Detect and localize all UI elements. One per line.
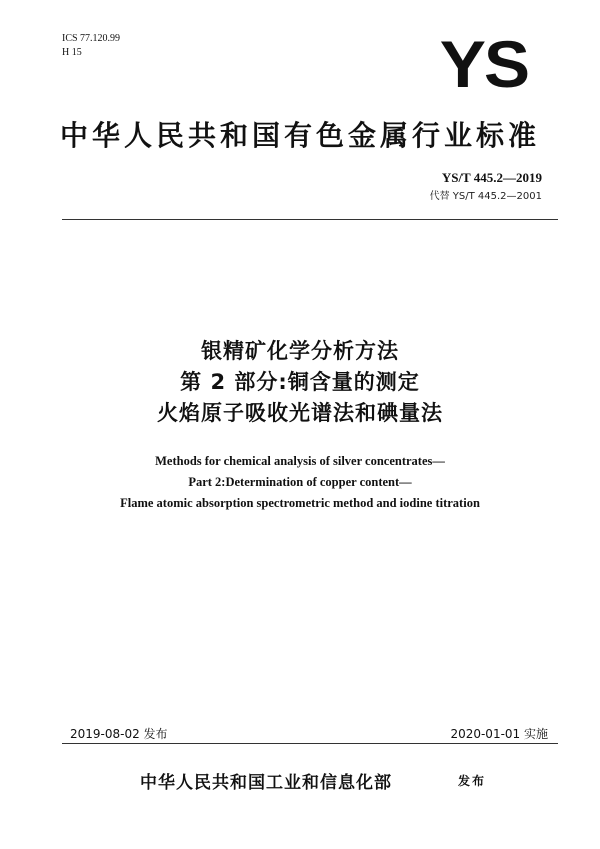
replaces-code: YS/T 445.2—2001 (452, 191, 542, 202)
title-en-line3: Flame atomic absorption spectrometric method and iodine titration (120, 496, 480, 510)
publish-date: 2019-08-02 发布 (70, 727, 168, 741)
classification-codes (62, 32, 120, 60)
standard-code: YS/T 445.2—2019 (441, 170, 542, 185)
chinese-title (0, 336, 600, 429)
issuing-authority: 中华人民共和国工业和信息化部 (140, 773, 392, 793)
english-title (0, 451, 600, 514)
ys-logo: YS (439, 27, 528, 101)
organization-title: 中华人民共和国有色金属行业标准 (59, 119, 540, 152)
replaces-line (430, 187, 542, 202)
title-cn-line1: 银精矿化学分析方法 (201, 339, 399, 363)
title-cn-line2: 第 2 部分:铜含量的测定 (180, 370, 420, 394)
title-en-line1: Methods for chemical analysis of silver concentrates— (155, 454, 445, 468)
effective-date: 2020-01-01 实施 (450, 727, 548, 741)
replaces-label: 代替 (429, 191, 450, 202)
issue-label: 发布 (458, 774, 487, 788)
bottom-divider (62, 743, 558, 744)
title-en-line2: Part 2:Determination of copper content— (188, 475, 412, 489)
title-cn-line3: 火焰原子吸收光谱法和碘量法 (157, 401, 443, 425)
ics-code: ICS 77.120.99 (62, 33, 121, 44)
top-divider (62, 219, 558, 220)
ccs-code: H 15 (62, 47, 82, 58)
